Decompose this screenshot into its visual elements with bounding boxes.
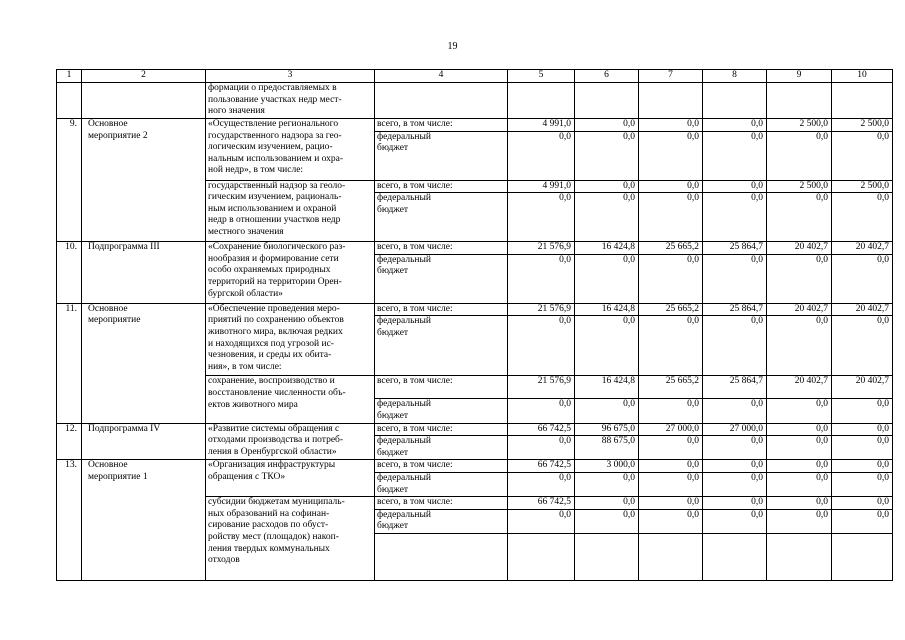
header-cell: 4 bbox=[375, 70, 508, 83]
value-cell: 0,0 bbox=[703, 460, 767, 473]
value-cell: 0,0 bbox=[767, 131, 832, 180]
subrow-title: сохранение, воспроизводство и восстановление численности объ- ектов животного мира bbox=[206, 376, 375, 423]
value-cell: 0,0 bbox=[703, 180, 767, 193]
row-title: «Обеспечение проведения меро- приятий по сохранению объектов животного мира, включая редких и находящихся под угрозой ис- чезновения, и среды их обита- ния», в том числе: bbox=[206, 303, 375, 376]
value-cell: 0,0 bbox=[508, 193, 575, 242]
cell-empty bbox=[508, 533, 575, 580]
program-table bbox=[56, 69, 893, 581]
value-cell: 0,0 bbox=[575, 399, 639, 423]
value-cell: 25 864,7 bbox=[703, 303, 767, 316]
value-cell: 16 424,8 bbox=[575, 242, 639, 255]
cell-empty bbox=[82, 83, 206, 119]
cell-empty bbox=[767, 83, 832, 119]
table-row bbox=[57, 303, 893, 316]
value-cell: 0,0 bbox=[575, 119, 639, 132]
cell-empty bbox=[575, 533, 639, 580]
cell-empty bbox=[57, 83, 82, 119]
row-title: «Развитие системы обращения с отходами производства и потреб- ления в Оренбургской области» bbox=[206, 423, 375, 460]
subrow-title: субсидии бюджетам муниципаль- ных образований на софинан- сирование расходов по обуст- ройству мест (площадок) накоп- ления твердых коммунальных отходов bbox=[206, 497, 375, 581]
value-cell: 0,0 bbox=[508, 472, 575, 496]
value-cell: 0,0 bbox=[639, 316, 703, 376]
value-cell: 16 424,8 bbox=[575, 376, 639, 399]
value-cell: 0,0 bbox=[703, 497, 767, 510]
value-cell: 0,0 bbox=[703, 254, 767, 303]
value-cell: 21 576,9 bbox=[508, 303, 575, 316]
row-type: Подпрограмма III bbox=[82, 242, 206, 304]
value-cell: 0,0 bbox=[767, 399, 832, 423]
cell-empty bbox=[767, 533, 832, 580]
value-cell: 20 402,7 bbox=[832, 242, 893, 255]
value-cell: 0,0 bbox=[575, 316, 639, 376]
value-cell: 20 402,7 bbox=[767, 376, 832, 399]
value-cell: 66 742,5 bbox=[508, 423, 575, 436]
funding-label-federal: федеральный бюджет bbox=[375, 316, 508, 376]
row-type: Подпрограмма IV bbox=[82, 423, 206, 460]
value-cell: 0,0 bbox=[832, 460, 893, 473]
value-cell: 25 665,2 bbox=[639, 376, 703, 399]
cell-empty bbox=[575, 83, 639, 119]
value-cell: 0,0 bbox=[508, 399, 575, 423]
subrow-title: государственный надзор за геоло- гическим изучением, рациональ- ным использованием и охраной недр в отношении участков недр местного значения bbox=[206, 180, 375, 242]
header-cell: 3 bbox=[206, 70, 375, 83]
cell-empty bbox=[375, 83, 508, 119]
cell-empty bbox=[703, 83, 767, 119]
table-row bbox=[57, 423, 893, 436]
value-cell: 0,0 bbox=[575, 497, 639, 510]
value-cell: 66 742,5 bbox=[508, 497, 575, 510]
value-cell: 66 742,5 bbox=[508, 460, 575, 473]
value-cell: 0,0 bbox=[639, 119, 703, 132]
cell-empty bbox=[639, 83, 703, 119]
funding-label-federal: федеральный бюджет bbox=[375, 436, 508, 460]
value-cell: 96 675,0 bbox=[575, 423, 639, 436]
value-cell: 0,0 bbox=[508, 509, 575, 533]
row-type: Основное мероприятие 1 bbox=[82, 460, 206, 581]
value-cell: 0,0 bbox=[767, 497, 832, 510]
table-row bbox=[57, 119, 893, 132]
value-cell: 20 402,7 bbox=[832, 376, 893, 399]
value-cell: 0,0 bbox=[832, 497, 893, 510]
funding-label-federal: федеральный бюджет bbox=[375, 472, 508, 496]
value-cell: 0,0 bbox=[832, 399, 893, 423]
value-cell: 0,0 bbox=[703, 119, 767, 132]
value-cell: 2 500,0 bbox=[767, 180, 832, 193]
value-cell: 0,0 bbox=[703, 316, 767, 376]
value-cell: 0,0 bbox=[832, 193, 893, 242]
row-number: 10. bbox=[57, 242, 82, 304]
header-cell: 10 bbox=[832, 70, 893, 83]
funding-label-federal: федеральный бюджет bbox=[375, 399, 508, 423]
cell-empty bbox=[832, 83, 893, 119]
funding-label-total: всего, в том числе: bbox=[375, 423, 508, 436]
value-cell: 0,0 bbox=[639, 509, 703, 533]
row-number: 12. bbox=[57, 423, 82, 460]
value-cell: 0,0 bbox=[832, 423, 893, 436]
value-cell: 0,0 bbox=[575, 193, 639, 242]
value-cell: 0,0 bbox=[767, 436, 832, 460]
value-cell: 0,0 bbox=[703, 131, 767, 180]
value-cell: 0,0 bbox=[767, 254, 832, 303]
funding-label-federal: федеральный бюджет bbox=[375, 254, 508, 303]
value-cell: 88 675,0 bbox=[575, 436, 639, 460]
value-cell: 0,0 bbox=[639, 460, 703, 473]
value-cell: 20 402,7 bbox=[767, 303, 832, 316]
value-cell: 0,0 bbox=[639, 497, 703, 510]
header-cell: 6 bbox=[575, 70, 639, 83]
funding-label-total: всего, в том числе: bbox=[375, 303, 508, 316]
value-cell: 0,0 bbox=[832, 254, 893, 303]
value-cell: 0,0 bbox=[575, 472, 639, 496]
funding-label-total: всего, в том числе: bbox=[375, 497, 508, 510]
value-cell: 25 665,2 bbox=[639, 242, 703, 255]
value-cell: 0,0 bbox=[767, 423, 832, 436]
value-cell: 20 402,7 bbox=[832, 303, 893, 316]
value-cell: 2 500,0 bbox=[767, 119, 832, 132]
cell-empty bbox=[639, 533, 703, 580]
cell-empty bbox=[375, 533, 508, 580]
table-row bbox=[57, 242, 893, 255]
header-cell: 1 bbox=[57, 70, 82, 83]
row-title: «Осуществление регионального государственного надзора за гео- логическим изучением, рацио- нальным использованием и охра- ной недр», в том числе: bbox=[206, 119, 375, 181]
value-cell: 2 500,0 bbox=[832, 119, 893, 132]
value-cell: 0,0 bbox=[832, 472, 893, 496]
value-cell: 25 864,7 bbox=[703, 242, 767, 255]
row-number: 11. bbox=[57, 303, 82, 423]
page-number: 19 bbox=[447, 41, 458, 52]
value-cell: 0,0 bbox=[575, 509, 639, 533]
row-type: Основное мероприятие 2 bbox=[82, 119, 206, 242]
value-cell: 3 000,0 bbox=[575, 460, 639, 473]
value-cell: 0,0 bbox=[508, 254, 575, 303]
value-cell: 0,0 bbox=[508, 131, 575, 180]
value-cell: 0,0 bbox=[639, 193, 703, 242]
value-cell: 0,0 bbox=[703, 509, 767, 533]
value-cell: 0,0 bbox=[832, 131, 893, 180]
value-cell: 20 402,7 bbox=[767, 242, 832, 255]
value-cell: 0,0 bbox=[703, 399, 767, 423]
table-row bbox=[57, 460, 893, 473]
value-cell: 0,0 bbox=[575, 180, 639, 193]
value-cell: 0,0 bbox=[508, 436, 575, 460]
continuation-text: формации о предоставляемых в пользование участках недр мест- ного значения bbox=[206, 83, 375, 119]
value-cell: 25 665,2 bbox=[639, 303, 703, 316]
header-cell: 9 bbox=[767, 70, 832, 83]
funding-label-total: всего, в том числе: bbox=[375, 119, 508, 132]
value-cell: 25 864,7 bbox=[703, 376, 767, 399]
header-cell: 7 bbox=[639, 70, 703, 83]
value-cell: 0,0 bbox=[703, 436, 767, 460]
funding-label-federal: федеральный бюджет bbox=[375, 131, 508, 180]
value-cell: 0,0 bbox=[508, 316, 575, 376]
cell-empty bbox=[508, 83, 575, 119]
value-cell: 0,0 bbox=[832, 316, 893, 376]
value-cell: 16 424,8 bbox=[575, 303, 639, 316]
value-cell: 0,0 bbox=[767, 193, 832, 242]
header-row bbox=[57, 70, 893, 83]
value-cell: 27 000,0 bbox=[639, 423, 703, 436]
cell-empty bbox=[703, 533, 767, 580]
funding-label-total: всего, в том числе: bbox=[375, 180, 508, 193]
value-cell: 0,0 bbox=[767, 316, 832, 376]
value-cell: 0,0 bbox=[767, 509, 832, 533]
value-cell: 4 991,0 bbox=[508, 180, 575, 193]
value-cell: 0,0 bbox=[832, 509, 893, 533]
row-number: 13. bbox=[57, 460, 82, 581]
row-number: 9. bbox=[57, 119, 82, 242]
value-cell: 0,0 bbox=[639, 472, 703, 496]
header-cell: 2 bbox=[82, 70, 206, 83]
value-cell: 0,0 bbox=[832, 436, 893, 460]
value-cell: 21 576,9 bbox=[508, 376, 575, 399]
value-cell: 0,0 bbox=[639, 131, 703, 180]
value-cell: 21 576,9 bbox=[508, 242, 575, 255]
funding-label-federal: федеральный бюджет bbox=[375, 509, 508, 533]
value-cell: 0,0 bbox=[703, 193, 767, 242]
row-type: Основное мероприятие bbox=[82, 303, 206, 423]
value-cell: 0,0 bbox=[639, 399, 703, 423]
funding-label-federal: федеральный бюджет bbox=[375, 193, 508, 242]
value-cell: 0,0 bbox=[639, 436, 703, 460]
cell-empty bbox=[832, 533, 893, 580]
value-cell: 0,0 bbox=[767, 460, 832, 473]
header-cell: 5 bbox=[508, 70, 575, 83]
value-cell: 0,0 bbox=[767, 472, 832, 496]
funding-label-total: всего, в том числе: bbox=[375, 242, 508, 255]
row-title: «Сохранение биологического раз- нообразия и формирование сети особо охраняемых природных территорий на территории Орен- бургской области» bbox=[206, 242, 375, 304]
funding-label-total: всего, в том числе: bbox=[375, 460, 508, 473]
value-cell: 0,0 bbox=[575, 254, 639, 303]
value-cell: 4 991,0 bbox=[508, 119, 575, 132]
header-cell: 8 bbox=[703, 70, 767, 83]
value-cell: 0,0 bbox=[639, 180, 703, 193]
value-cell: 0,0 bbox=[703, 472, 767, 496]
value-cell: 2 500,0 bbox=[832, 180, 893, 193]
value-cell: 27 000,0 bbox=[703, 423, 767, 436]
funding-label-total: всего, в том числе: bbox=[375, 376, 508, 399]
table-row-continuation bbox=[57, 83, 893, 119]
row-title: «Организация инфраструктуры обращения с ТКО» bbox=[206, 460, 375, 497]
value-cell: 0,0 bbox=[639, 254, 703, 303]
value-cell: 0,0 bbox=[575, 131, 639, 180]
